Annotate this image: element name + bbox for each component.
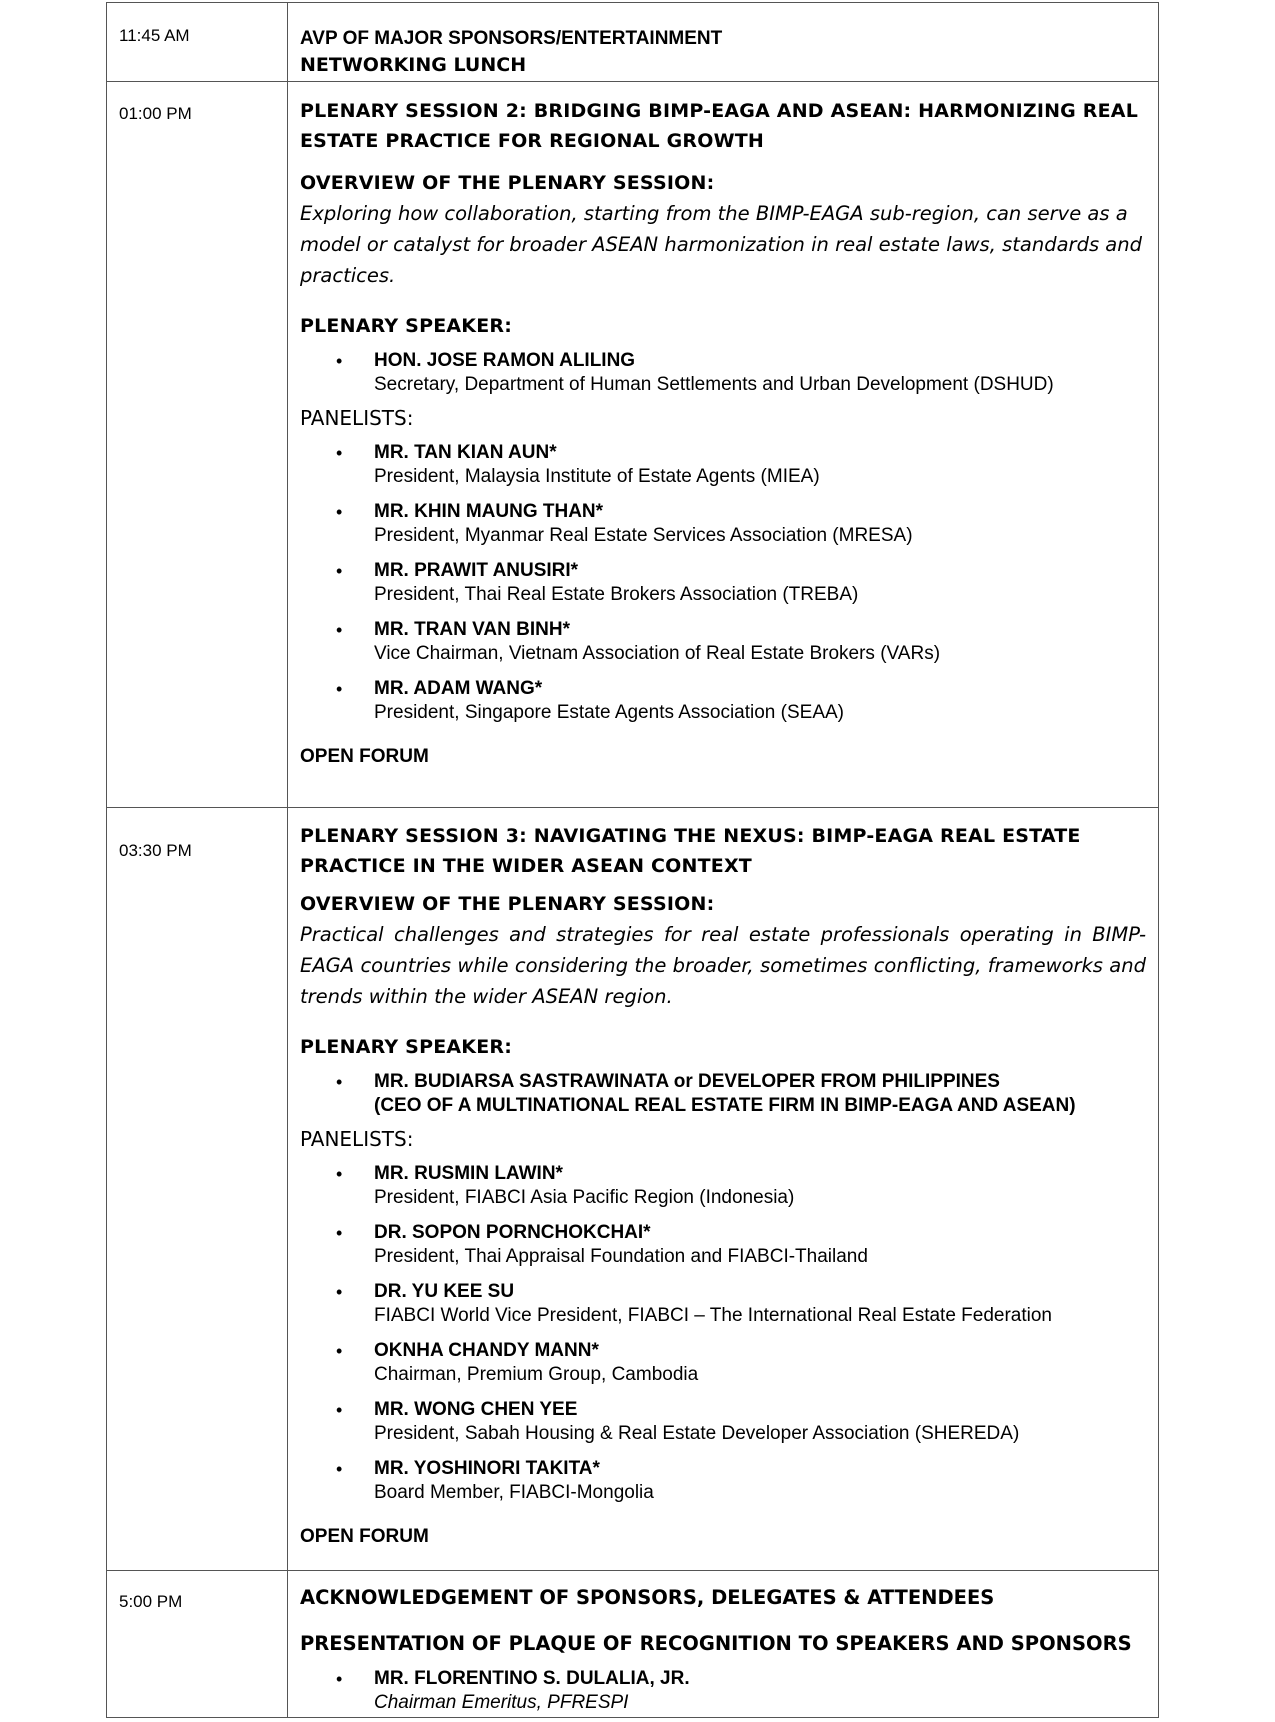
panelist-role: FIABCI World Vice President, FIABCI – The International Real Estate Federation (374, 1305, 1052, 1326)
list-item (336, 618, 1146, 666)
panelist-name: • MR. KHIN MAUNG THAN* (374, 501, 604, 522)
list-item (336, 500, 1146, 548)
panelist-role: President, Singapore Estate Agents Association (SEAA) (374, 702, 844, 723)
panel-heading: PANELISTS: (300, 1127, 414, 1151)
time-cell (107, 1571, 288, 1718)
overview-text: Exploring how collaboration, starting from the BIMP-EAGA sub-region, can serve as a model or catalyst for broader ASEAN harmonization in real estate laws, standards and practices. (300, 202, 1142, 287)
overview-text: Practical challenges and strategies for real estate professionals operating in BIMP-EAGA countries while considering the broader, sometimes conflicting, frameworks and trends within the wider ASEAN region. (300, 923, 1146, 1008)
presenter-name: • MR. FLORENTINO S. DULALIA, JR. (374, 1668, 690, 1689)
time-label: 01:00 PM (119, 104, 192, 123)
panelist-name: • MR. PRAWIT ANUSIRI* (374, 560, 579, 581)
panelist-name: • MR. TRAN VAN BINH* (374, 619, 570, 640)
panelist-role: President, Myanmar Real Estate Services Association (MRESA) (374, 525, 913, 546)
panelist-name: • MR. YOSHINORI TAKITA* (374, 1458, 600, 1479)
panelist-role: President, Sabah Housing & Real Estate Developer Association (SHEREDA) (374, 1423, 1020, 1444)
panelist-name: • OKNHA CHANDY MANN* (374, 1340, 599, 1361)
list-item (336, 1398, 1146, 1446)
list-item (336, 1457, 1146, 1505)
content-cell (288, 82, 1159, 808)
list-item (336, 1162, 1146, 1210)
acknowledgement-title: ACKNOWLEDGEMENT OF SPONSORS, DELEGATES & ATTENDEES (300, 1586, 995, 1609)
session-title: AVP OF MAJOR SPONSORS/ENTERTAINMENT (300, 28, 723, 49)
speaker-role: (CEO OF A MULTINATIONAL REAL ESTATE FIRM IN BIMP-EAGA AND ASEAN) (374, 1095, 1076, 1116)
panelist-role: President, FIABCI Asia Pacific Region (Indonesia) (374, 1187, 795, 1208)
panelist-role: Vice Chairman, Vietnam Association of Real Estate Brokers (VARs) (374, 643, 941, 664)
panelist-name: • MR. ADAM WANG* (374, 678, 543, 699)
presenter-list (300, 1667, 1146, 1715)
list-item (336, 1667, 1146, 1715)
session-title: PLENARY SESSION 3: NAVIGATING THE NEXUS: BIMP-EAGA REAL ESTATE PRACTICE IN THE WIDER ASEAN CONTEXT (300, 825, 1081, 877)
panelist-role: President, Malaysia Institute of Estate Agents (MIEA) (374, 466, 820, 487)
panelist-role: President, Thai Appraisal Foundation and FIABCI-Thailand (374, 1246, 868, 1267)
panelist-name: • MR. TAN KIAN AUN* (374, 442, 557, 463)
list-item (336, 1070, 1146, 1118)
panelist-name: • DR. YU KEE SU (374, 1281, 515, 1302)
panel-heading: PANELISTS: (300, 406, 414, 430)
panelist-name: • MR. WONG CHEN YEE (374, 1399, 578, 1420)
open-forum-label: OPEN FORUM (300, 746, 429, 767)
agenda-row-0500 (107, 1571, 1159, 1718)
time-cell (107, 808, 288, 1571)
panelist-role: President, Thai Real Estate Brokers Association (TREBA) (374, 584, 859, 605)
panelist-name: • MR. RUSMIN LAWIN* (374, 1163, 563, 1184)
presenter-role: Chairman Emeritus, PFRESPI (374, 1692, 629, 1713)
time-label: 11:45 AM (119, 26, 190, 45)
session-title: PLENARY SESSION 2: BRIDGING BIMP-EAGA AND ASEAN: HARMONIZING REAL ESTATE PRACTICE FOR REGIONAL GROWTH (300, 100, 1139, 152)
speaker-heading: PLENARY SPEAKER: (300, 315, 513, 337)
speaker-list (300, 1070, 1146, 1118)
agenda-row-0330 (107, 808, 1159, 1571)
panelist-list (300, 441, 1146, 725)
panelist-name: • DR. SOPON PORNCHOKCHAI* (374, 1222, 651, 1243)
speaker-list (300, 349, 1146, 397)
time-cell (107, 3, 288, 82)
list-item (336, 441, 1146, 489)
overview-heading: OVERVIEW OF THE PLENARY SESSION: (300, 893, 715, 915)
content-cell (288, 1571, 1159, 1718)
time-label: 03:30 PM (119, 841, 192, 860)
overview-heading: OVERVIEW OF THE PLENARY SESSION: (300, 172, 715, 194)
open-forum-label: OPEN FORUM (300, 1526, 429, 1547)
list-item (336, 677, 1146, 725)
speaker-heading: PLENARY SPEAKER: (300, 1036, 513, 1058)
presentation-title: PRESENTATION OF PLAQUE OF RECOGNITION TO SPEAKERS AND SPONSORS (300, 1632, 1132, 1655)
list-item (336, 1221, 1146, 1269)
panelist-list (300, 1162, 1146, 1505)
list-item (336, 559, 1146, 607)
session-subtitle: NETWORKING LUNCH (300, 54, 527, 76)
time-cell (107, 82, 288, 808)
content-cell (288, 3, 1159, 82)
list-item (336, 349, 1146, 397)
panelist-role: Board Member, FIABCI-Mongolia (374, 1482, 654, 1503)
time-label: 5:00 PM (119, 1592, 183, 1611)
speaker-name: • MR. BUDIARSA SASTRAWINATA or DEVELOPER FROM PHILIPPINES (374, 1071, 1000, 1092)
list-item (336, 1280, 1146, 1328)
list-item (336, 1339, 1146, 1387)
agenda-row-0100 (107, 82, 1159, 808)
panelist-role: Chairman, Premium Group, Cambodia (374, 1364, 699, 1385)
agenda-row-1145 (107, 3, 1159, 82)
speaker-role: Secretary, Department of Human Settlements and Urban Development (DSHUD) (374, 374, 1054, 395)
content-cell (288, 808, 1159, 1571)
speaker-name: • HON. JOSE RAMON ALILING (374, 350, 636, 371)
agenda-table (106, 2, 1159, 1718)
